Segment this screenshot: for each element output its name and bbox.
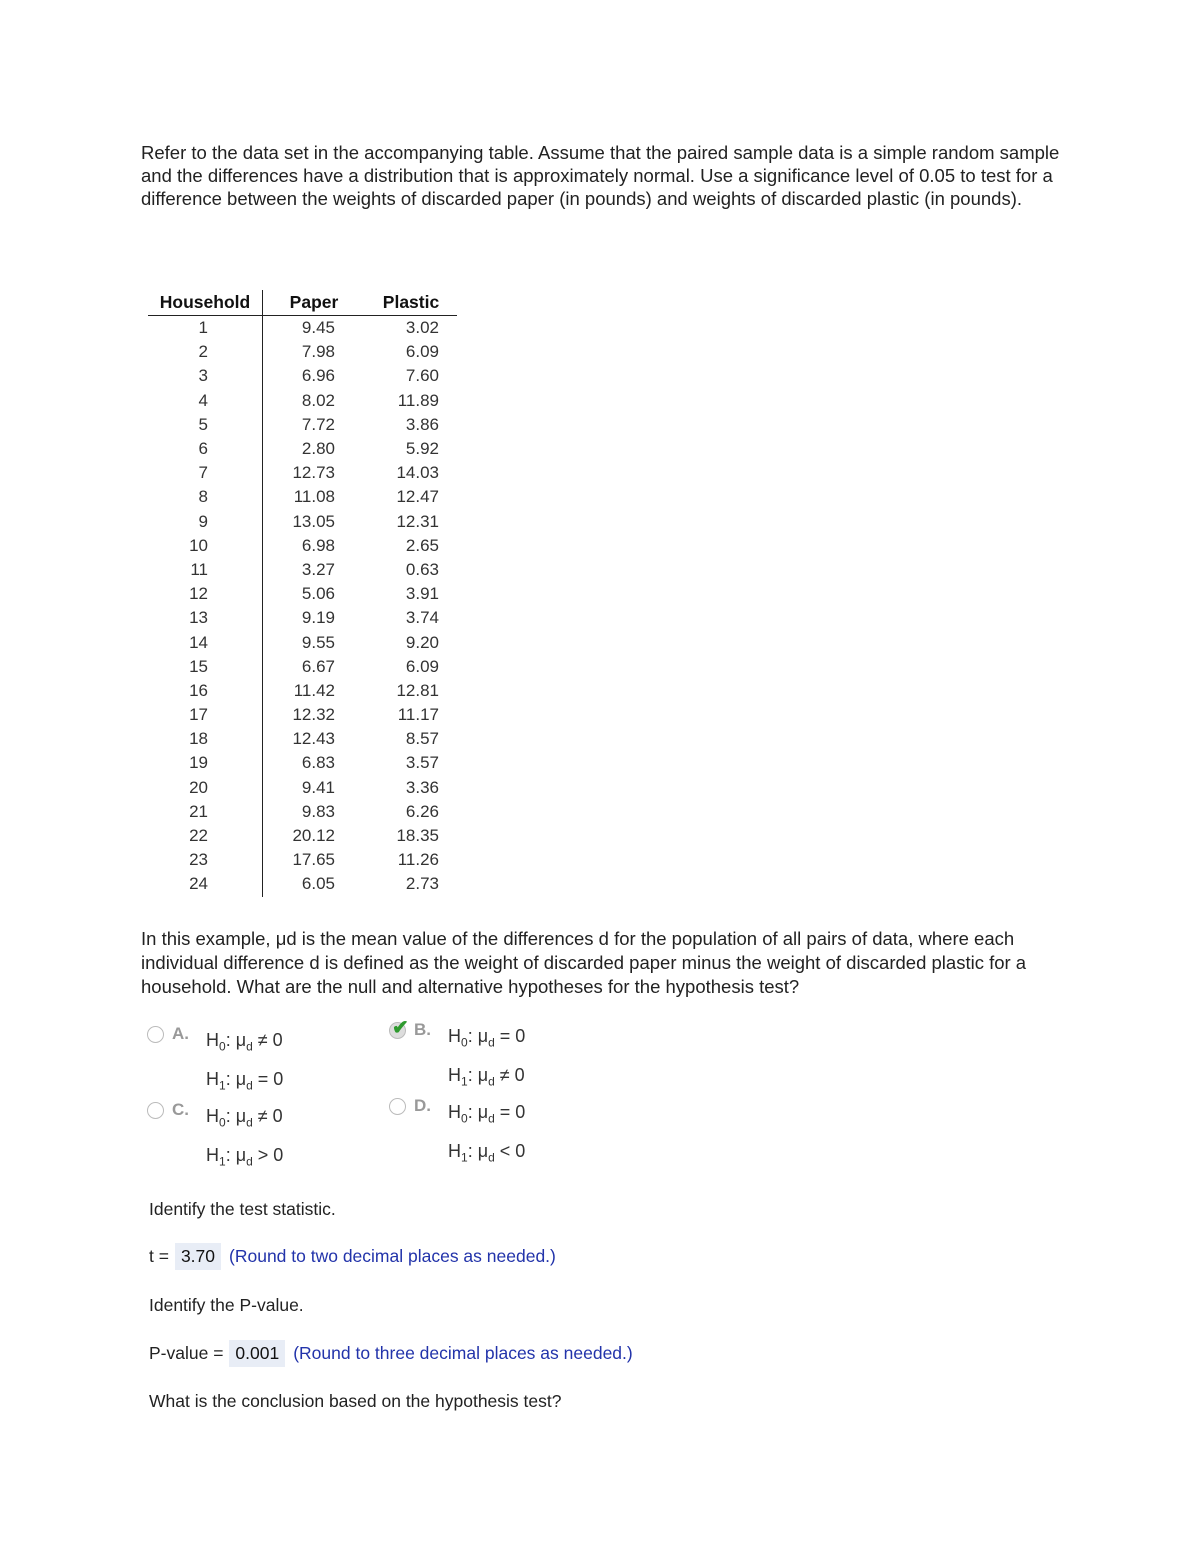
table-row — [148, 461, 457, 485]
data-table — [148, 290, 457, 897]
cell-paper: 12.32 — [292, 705, 335, 725]
cell-paper: 6.98 — [301, 535, 335, 555]
cell-household: 12 — [148, 582, 263, 606]
cell-plastic: 5.92 — [405, 439, 439, 459]
cell-household: 8 — [148, 485, 263, 509]
cell-plastic: 12.81 — [396, 680, 439, 700]
option-d[interactable] — [389, 1096, 525, 1173]
header-plastic: Plastic — [365, 290, 457, 316]
table-row — [148, 340, 457, 364]
cell-plastic: 11.89 — [397, 390, 439, 410]
table-row — [148, 824, 457, 848]
cell-household: 6 — [148, 437, 263, 461]
option-d-letter: D. — [414, 1096, 431, 1115]
cell-household: 2 — [148, 340, 263, 364]
cell-paper: 9.19 — [301, 608, 335, 628]
option-d-h0-relation: = — [499, 1102, 511, 1122]
table-row — [148, 389, 457, 413]
cell-plastic: 14.03 — [396, 463, 439, 483]
cell-paper: 11.42 — [293, 680, 335, 700]
header-paper: Paper — [263, 290, 366, 316]
option-a[interactable] — [147, 1024, 283, 1101]
option-b-h0-relation: = — [499, 1026, 511, 1046]
option-b-hypotheses: $H_0$: $\mu_d = 0$ $H_1$: $\mu_d \ne 0$ — [448, 1026, 526, 1089]
checkmark-icon: ✔ — [392, 1017, 409, 1039]
option-b-letter: B. — [414, 1020, 431, 1039]
cell-plastic: 11.17 — [397, 705, 439, 725]
option-a-h1-relation: = — [257, 1068, 269, 1089]
cell-plastic: 6.09 — [405, 656, 439, 676]
cell-paper: 3.27 — [301, 559, 335, 579]
cell-paper: 13.05 — [292, 511, 335, 531]
option-b-h1-relation: ≠ — [499, 1064, 510, 1085]
intro-paragraph: Refer to the data set in the accompanying table. Assume that the paired sample data is a simple random sample and the differences have a distribution that is approximately normal. Use a significance level of 0.05 to test for a difference between the weights of discarded paper (in pounds) and weights of discarded plastic (in pounds). — [141, 142, 1060, 209]
cell-plastic: 12.31 — [396, 511, 439, 531]
p-value-answer[interactable]: 0.001 — [229, 1340, 285, 1367]
table-row — [148, 848, 457, 872]
cell-household: 7 — [148, 461, 263, 485]
table-row — [148, 582, 457, 606]
option-c-h0-relation: ≠ — [257, 1106, 268, 1126]
test-statistic-row — [149, 1243, 556, 1270]
cell-household: 22 — [148, 824, 263, 848]
cell-paper: 9.41 — [301, 777, 335, 797]
table-row — [148, 534, 457, 558]
cell-plastic: 3.91 — [405, 584, 439, 604]
cell-paper: 7.72 — [301, 414, 335, 434]
cell-paper: 6.96 — [301, 366, 335, 386]
cell-household: 16 — [148, 679, 263, 703]
cell-household: 4 — [148, 389, 263, 413]
question-paragraph: In this example, μd is the mean value of the differences d for the population of all pairs of data, where each individual difference d is defined as the weight of discarded paper minus the weight of discarded plastic for a household. What are the null and alternative hypotheses for the hypothesis test? — [141, 928, 1027, 997]
option-d-h1-relation: < — [499, 1140, 511, 1161]
table-row — [148, 606, 457, 630]
cell-household: 21 — [148, 800, 263, 824]
table-row — [148, 751, 457, 775]
cell-paper: 11.08 — [293, 487, 335, 507]
table-row — [148, 510, 457, 534]
cell-household: 19 — [148, 751, 263, 775]
cell-paper: 17.65 — [292, 850, 335, 870]
test-statistic-hint: (Round to two decimal places as needed.) — [229, 1246, 556, 1266]
option-c-hypotheses: $H_0$: $\mu_d \ne 0$ $H_1$: $\mu_d > 0$ — [206, 1106, 284, 1169]
test-statistic-answer[interactable]: 3.70 — [175, 1243, 221, 1270]
cell-household: 14 — [148, 630, 263, 654]
cell-paper: 20.12 — [292, 826, 335, 846]
radio-option-a[interactable] — [147, 1026, 164, 1043]
cell-paper: 9.55 — [301, 632, 335, 652]
table-row — [148, 364, 457, 388]
cell-paper: 2.80 — [301, 439, 335, 459]
cell-household: 11 — [148, 558, 263, 582]
table-row — [148, 679, 457, 703]
table-row — [148, 776, 457, 800]
cell-plastic: 3.02 — [405, 318, 439, 338]
cell-plastic: 2.65 — [405, 535, 439, 555]
cell-household: 5 — [148, 413, 263, 437]
cell-household: 20 — [148, 776, 263, 800]
p-value-label: P-value = — [149, 1343, 224, 1363]
table-row — [148, 800, 457, 824]
cell-paper: 7.98 — [301, 342, 335, 362]
conclusion-prompt: What is the conclusion based on the hypothesis test? — [149, 1391, 562, 1411]
radio-option-b[interactable] — [389, 1017, 409, 1039]
option-c-letter: C. — [172, 1100, 189, 1119]
cell-plastic: 2.73 — [405, 874, 439, 894]
table-row — [148, 437, 457, 461]
option-a-h0-relation: ≠ — [257, 1030, 268, 1050]
cell-plastic: 11.26 — [397, 850, 439, 870]
cell-plastic: 8.57 — [405, 729, 439, 749]
cell-household: 23 — [148, 848, 263, 872]
cell-household: 13 — [148, 606, 263, 630]
cell-paper: 8.02 — [301, 390, 335, 410]
p-value-row — [149, 1340, 633, 1367]
table-row — [148, 413, 457, 437]
table-row — [148, 630, 457, 654]
table-row — [148, 316, 457, 341]
option-c-h1-relation: > — [257, 1144, 269, 1165]
cell-household: 3 — [148, 364, 263, 388]
cell-plastic: 3.74 — [405, 608, 439, 628]
cell-paper: 5.06 — [301, 584, 335, 604]
option-b[interactable] — [389, 1017, 526, 1097]
radio-option-d[interactable] — [389, 1098, 406, 1115]
cell-plastic: 7.60 — [405, 366, 439, 386]
cell-plastic: 18.35 — [396, 826, 439, 846]
cell-paper: 6.67 — [301, 656, 335, 676]
cell-paper: 9.45 — [301, 318, 335, 338]
cell-plastic: 3.36 — [405, 777, 439, 797]
option-c[interactable] — [147, 1100, 283, 1177]
table-row — [148, 727, 457, 751]
cell-plastic: 3.57 — [405, 753, 439, 773]
option-d-hypotheses: $H_0$: $\mu_d = 0$ $H_1$: $\mu_d < 0$ — [448, 1102, 526, 1165]
cell-paper: 12.43 — [292, 729, 335, 749]
p-value-prompt: Identify the P-value. — [149, 1295, 304, 1315]
test-statistic-label: t = — [149, 1246, 169, 1266]
table-row — [148, 655, 457, 679]
cell-paper: 6.83 — [301, 753, 335, 773]
table-body — [148, 316, 457, 897]
cell-paper: 6.05 — [301, 874, 335, 894]
cell-plastic: 6.09 — [405, 342, 439, 362]
cell-household: 24 — [148, 872, 263, 896]
cell-paper: 12.73 — [292, 463, 335, 483]
option-a-hypotheses: $H_0$: $\mu_d \ne 0$ $H_1$: $\mu_d = 0$ — [206, 1030, 284, 1093]
cell-plastic: 9.20 — [405, 632, 439, 652]
table-row — [148, 703, 457, 727]
table-row — [148, 872, 457, 896]
cell-household: 17 — [148, 703, 263, 727]
table-row — [148, 485, 457, 509]
p-value-hint: (Round to three decimal places as needed.) — [293, 1343, 633, 1363]
test-statistic-prompt: Identify the test statistic. — [149, 1199, 336, 1219]
cell-plastic: 6.26 — [405, 801, 439, 821]
cell-household: 15 — [148, 655, 263, 679]
radio-option-c[interactable] — [147, 1102, 164, 1119]
cell-household: 18 — [148, 727, 263, 751]
cell-plastic: 12.47 — [396, 487, 439, 507]
option-a-letter: A. — [172, 1024, 189, 1043]
cell-plastic: 0.63 — [405, 559, 439, 579]
cell-plastic: 3.86 — [405, 414, 439, 434]
cell-household: 10 — [148, 534, 263, 558]
table-row — [148, 558, 457, 582]
header-household: Household — [148, 290, 263, 316]
cell-paper: 9.83 — [301, 801, 335, 821]
cell-household: 9 — [148, 510, 263, 534]
cell-household: 1 — [148, 316, 263, 341]
